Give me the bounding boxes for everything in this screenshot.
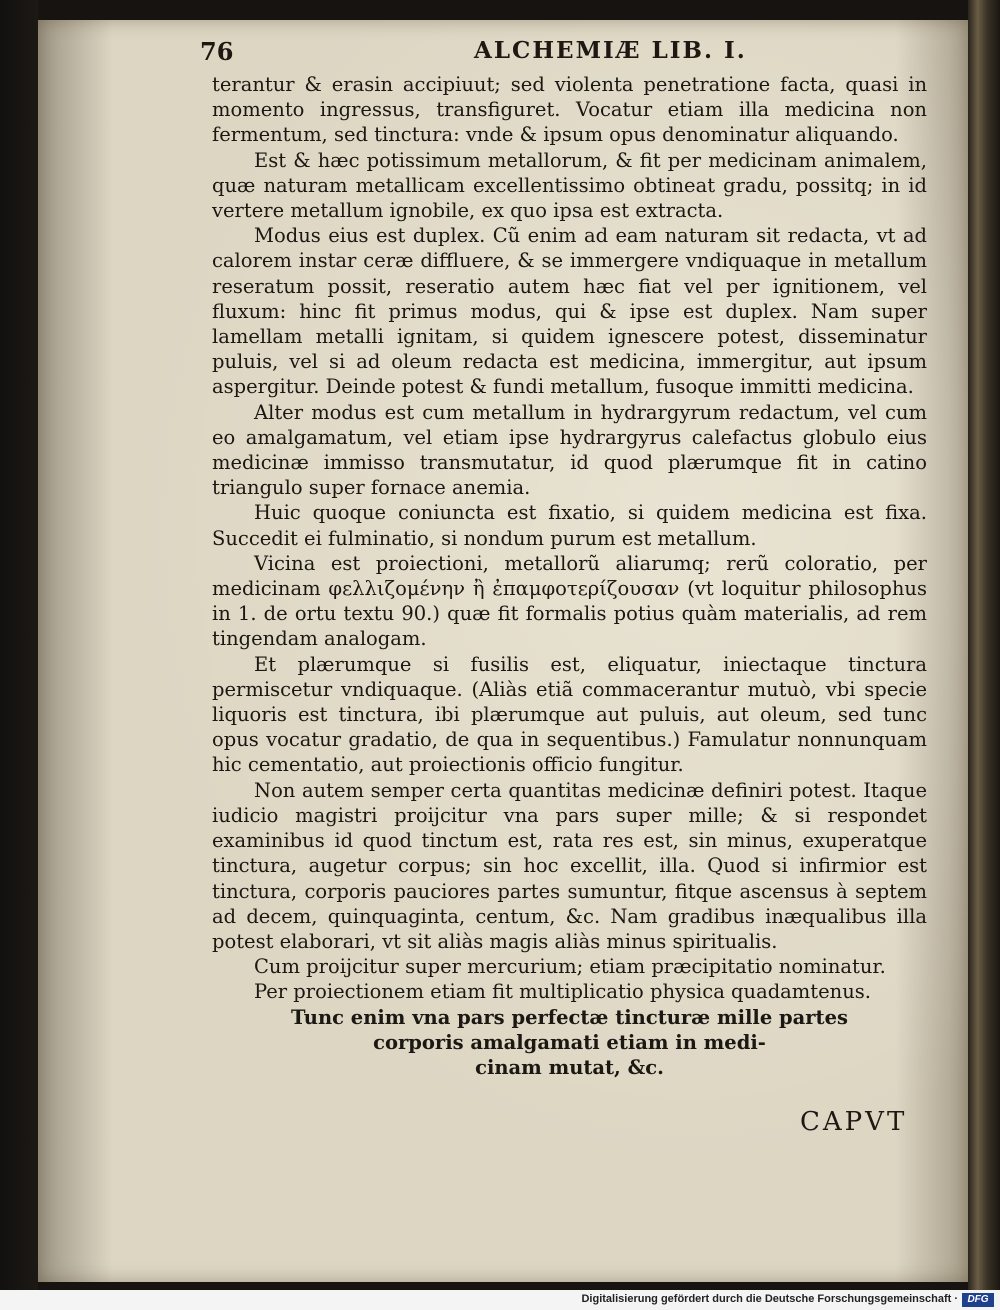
paragraph: Non autem semper certa quantitas medicinæ definiri potest. Itaque iudicio magistri proijcitur vna pars super mille; & si respondet examinibus id quod tinctum est, rata res est, sin minus, exuperatque tinctura, augetur corpus; sin hoc excellit, illa. Quod si infirmior est tinctura, corporis pauciores partes sumuntur, fitque ascensus à septem ad decem, quinquaginta, centum, &c. Nam gradibus inæqualibus illa potest elaborari, vt sit aliàs magis aliàs minus spiritualis. (212, 778, 927, 953)
paragraph: Huic quoque coniuncta est fixatio, si quidem medicina est fixa. Succedit ei fulminatio, si nondum purum est metallum. (212, 501, 927, 550)
footer-credit: Digitalisierung gefördert durch die Deutsche Forschungsgemeinschaft · (581, 1293, 958, 1305)
catchword: CAPVT (800, 1107, 908, 1137)
page-number: 76 (200, 37, 234, 66)
dfg-logo-icon: DFG (962, 1293, 994, 1307)
page-header (200, 37, 920, 77)
book-edge (968, 0, 1000, 1290)
body-text (212, 72, 927, 1080)
paragraph: Alter modus est cum metallum in hydrargyrum redactum, vel cum eo amalgamatum, vel etiam ipse hydrargyrus calefactus globulo eius medicinæ immisso transmutatur, id quod plærumque fit in catino triangulo super fornace anemia. (212, 400, 927, 500)
paragraph: Per proiectionem etiam fit multiplicatio physica quadamtenus. (254, 980, 872, 1004)
page-left-margin-shadow (0, 0, 38, 1290)
paragraph: Cum proijcitur super mercurium; etiam præcipitatio nominatur. (254, 955, 886, 979)
paragraph: Vicina est proiectioni, metallorũ aliarumq; rerũ coloratio, per medicinam φελλιζομένην ἢ ἐπαμφοτερίζουσαν (vt loquitur philosophus in 1. de ortu textu 90.) quæ fit formalis potius quàm materialis, ad rem tingendam analogam. (212, 551, 927, 651)
paragraph: terantur & erasin accipiuut; sed violenta penetratione facta, quasi in momento ingressus, transfiguret. Vocatur etiam illa medicina non fermentum, sed tinctura: vnde & ipsum opus denominatur aliquando. (212, 73, 927, 147)
digitization-footer (0, 1290, 1000, 1310)
closing-lines (212, 1005, 927, 1080)
closing-line: Tunc enim vna pars perfectæ tincturæ mille partes (291, 1005, 848, 1029)
closing-line: corporis amalgamati etiam in medi- (373, 1030, 766, 1054)
paragraph: Modus eius est duplex. Cũ enim ad eam naturam sit redacta, vt ad calorem instar ceræ diffluere, & se immergere vndiquaque in metallum reseratum possit, reseratio autem hæc fiat vel per ignitionem, vel fluxum: hinc fit primus modus, qui & ipse est duplex. Nam super lamellam metalli ignitam, si quidem ignescere potest, disseminatur puluis, vel si ad oleum redacta est medicina, immergitur, aut ipsum aspergitur. Deinde potest & fundi metallum, fusoque immitti medicina. (212, 224, 927, 399)
running-head: ALCHEMIÆ LIB. I. (474, 37, 747, 64)
paragraph: Et plærumque si fusilis est, eliquatur, iniectaque tinctura permiscetur vndiquaque. (Aliàs etiã commacerantur mutuò, vbi specie liquoris est tinctura, ibi plærumque aut puluis, aut oleum, sed tunc opus vocatur gradatio, de qua in sequentibus.) Famulatur nonnunquam hic cementatio, aut proiectionis officio fungitur. (212, 652, 927, 777)
paragraph: Est & hæc potissimum metallorum, & fit per medicinam animalem, quæ naturam metallicam excellentissimo obtineat gradu, possitq; in id vertere metallum ignobile, ex quo ipsa est extracta. (212, 148, 927, 223)
closing-line: cinam mutat, &c. (475, 1055, 664, 1079)
